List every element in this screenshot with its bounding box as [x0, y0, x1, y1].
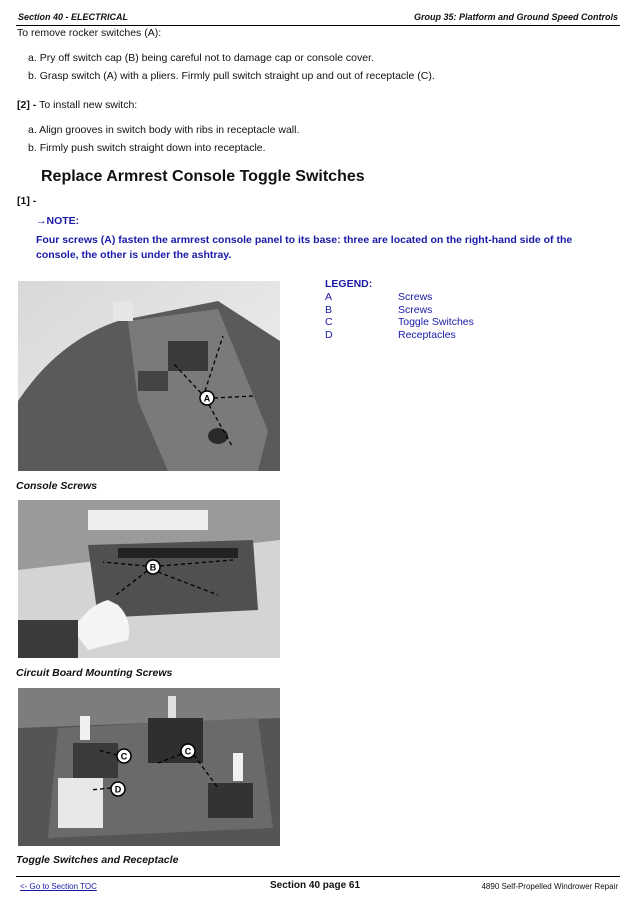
circuit-board-photo — [18, 500, 280, 658]
legend-row: D Receptacles — [325, 328, 456, 341]
figure-caption: Circuit Board Mounting Screws — [16, 667, 173, 679]
manual-title: 4890 Self-Propelled Windrower Repair — [481, 882, 618, 891]
section-label: Section 40 - ELECTRICAL — [18, 12, 129, 22]
legend-row: C Toggle Switches — [325, 316, 474, 328]
group-label: Group 35: Platform and Ground Speed Controls — [413, 12, 618, 22]
svg-text:B: B — [149, 562, 157, 573]
page-number: Section 40 page 61 — [270, 880, 361, 891]
page-header — [16, 9, 620, 26]
note-text: Four screws (A) fasten the armrest console panel to its base: three are located on the right-hand side of the console, the other is under the ashtray. — [36, 234, 573, 261]
figure-caption: Console Screws — [16, 480, 98, 492]
step-2: [2] - To install new switch: — [17, 99, 138, 111]
note-heading: →NOTE: — [36, 215, 80, 227]
svg-text:C: C — [184, 746, 192, 757]
legend-row: B Screws — [325, 303, 433, 316]
legend-row: A Screws — [325, 291, 433, 303]
svg-text:C: C — [120, 751, 128, 762]
legend-heading: LEGEND: — [325, 278, 373, 290]
install-step-b: b. Firmly push switch straight down into receptacle. — [28, 142, 266, 154]
figure-caption: Toggle Switches and Receptacle — [16, 854, 179, 866]
legend — [325, 278, 474, 341]
svg-text:D: D — [114, 784, 122, 795]
remove-intro: To remove rocker switches (A): — [17, 27, 162, 39]
step-1: [1] - — [17, 195, 37, 207]
section-toc-link[interactable]: <- Go to Section TOC — [20, 882, 97, 891]
footer-divider — [16, 876, 620, 877]
remove-step-a: a. Pry off switch cap (B) being careful not to damage cap or console cover. — [28, 52, 374, 64]
console-screws-photo — [18, 281, 280, 471]
toggle-switches-photo — [18, 688, 280, 846]
remove-step-b: b. Grasp switch (A) with a pliers. Firmly pull switch straight up and out of receptacle (C). — [28, 70, 435, 82]
install-step-a: a. Align grooves in switch body with ribs in receptacle wall. — [28, 124, 300, 136]
section-title: Replace Armrest Console Toggle Switches — [41, 168, 365, 185]
svg-text:A: A — [203, 393, 211, 404]
